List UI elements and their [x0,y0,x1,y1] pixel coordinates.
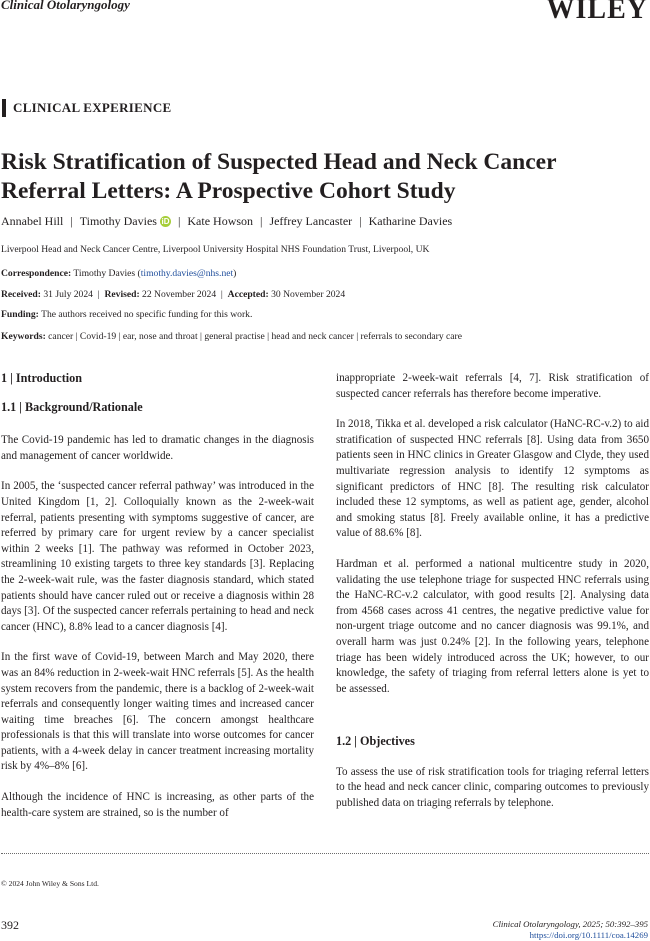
funding-label: Funding: [1,309,39,320]
funding-text: The authors received no specific funding for this work. [41,309,253,320]
paragraph: Hardman et al. performed a national multicentre study in 2020, validating the use telephone triage for suspected HNC referrals using the HaNC-RC-v.2 calculator, with good results [2]. Analysing data from 4568 cases across 41 centres, the negative predictive value for non-urgent triage outcome and no cancer diagnosis was 99.1%, and overall harm was just 0.24% [2]. In the following years, telephone triage has been widely introduced across the UK; however, to our knowledge, the safety of triaging from referral letters alone is yet to be assessed. [336,557,649,695]
citation-text: Clinical Otolaryngology, 2025; 50:392–395 [492,919,648,929]
journal-name: Clinical Otolaryngology [1,0,130,12]
accepted-date: 30 November 2024 [271,289,346,300]
paragraph: inappropriate 2-week-wait referrals [4, 7]. Risk stratification of suspected cancer referrals has therefore become imperative. [336,372,649,400]
dates: Received: 31 July 2024 | Revised: 22 November 2024 | Accepted: 30 November 2024 [1,289,346,300]
orcid-icon[interactable]: iD [161,217,170,226]
paragraph: In 2018, Tikka et al. developed a risk calculator (HaNC-RC-v.2) to aid stratification of suspected HNC referrals [8]. Using data from 3650 patients seen in HNC clinics in Greater Glasgow and Clyde, they used multivariate regression analysis to identify 12 symptoms as significant predictors of HNC [8]. The resulting risk calculator included these 12 symptoms, as well as patient age, gender, alcohol and smoking status [8]. Freely available online, it has a predictive value of 88.6% [8]. [336,418,649,540]
revised-date: 22 November 2024 [142,289,217,300]
author-list [1,214,452,229]
author-separator: | [359,214,362,228]
article-title-line1: Risk Stratification of Suspected Head and Neck Cancer [1,149,557,175]
paragraph: Although the incidence of HNC is increasing, as other parts of the health-care system are strained, so is the number of [1,791,314,819]
author-separator: | [177,214,181,228]
left-column [1,371,314,821]
heading-background: 1.1 | Background/Rationale [1,399,143,414]
keywords-text: cancer | Covid-19 | ear, nose and throat | general practise | head and neck cancer | referrals to secondary care [48,331,462,342]
article-title-line2: Referral Letters: A Prospective Cohort Study [1,178,456,204]
funding [1,309,252,320]
heading-introduction: 1 | Introduction [1,371,83,385]
author[interactable]: Katharine Davies [368,214,453,228]
heading-objectives: 1.2 | Objectives [336,734,415,749]
keywords [1,331,462,342]
correspondence-email-link[interactable]: timothy.davies@nhs.net [140,268,234,279]
section-tag [2,99,171,117]
affiliation: Liverpool Head and Neck Cancer Centre, Liverpool University Hospital NHS Foundation Trust, Liverpool, UK [1,244,430,255]
doi-link[interactable]: https://doi.org/10.1111/coa.14269 [529,930,648,940]
received-date: 31 July 2024 [43,289,93,300]
article-title [1,148,641,206]
correspondence-name: Timothy Davies [73,268,136,279]
publisher-logo: WILEY [546,0,648,25]
section-tag-bar [2,99,6,117]
paragraph: To assess the use of risk stratification tools for triaging referral letters to the head and neck cancer clinic, comparing outcomes to previously published data on triaging referrals by telephone. [336,765,649,810]
keywords-label: Keywords: [1,331,46,342]
revised-label: Revised: [104,289,140,300]
correspondence-label: Correspondence: [1,268,72,279]
author[interactable]: Annabel Hill [1,214,64,228]
author[interactable]: Jeffrey Lancaster [269,214,353,228]
footer-divider [1,853,649,854]
author[interactable]: Timothy Davies [79,214,157,228]
accepted-label: Accepted: [227,289,269,300]
paragraph: In 2005, the ‘suspected cancer referral pathway’ was introduced in the United Kingdom [1, 2]. Colloquially known as the 2-week-wait referral, patients presenting with symptoms suggestive of cancer, are referred by primary care for urgent review by a cancer specialist within 2 weeks [1]. The pathway was reformed in October 2023, streamlining 10 existing targets to three key standards [3]. Replacing the 2-week-wait rule, was the faster diagnosis standard, which stated patients should have cancer ruled out or receive a diagnosis within 28 days [3]. Of the suspected cancer referrals pertaining to head and neck cancer (HNC), 8.8% lead to a cancer diagnosis [4]. [1,480,314,633]
paragraph: In the first wave of Covid-19, between March and May 2020, there was an 84% reduction in 2-week-wait HNC referrals [5]. As the health system recovers from the pandemic, there is a backlog of 2-week-wait referrals and consequently longer waiting times and increased cancer waiting time breaches [6]. The concern amongst healthcare professionals is that this will translate into worse outcomes for cancer patients, with a 4-week delay in cancer treatment increasing mortality risk by 4%–8% [6]. [1,651,314,773]
paragraph: The Covid-19 pandemic has led to dramatic changes in the diagnosis and management of cancer worldwide. [1,434,314,462]
right-column [336,371,649,812]
correspondence: Correspondence: Timothy Davies (timothy.davies@nhs.net) [1,268,237,279]
section-tag-label: CLINICAL EXPERIENCE [13,100,172,115]
page-number: 392 [1,918,19,932]
citation [493,919,648,941]
author-separator: | [260,214,263,228]
author-separator: | [70,214,73,228]
received-label: Received: [1,289,41,300]
copyright: © 2024 John Wiley & Sons Ltd. [1,879,99,888]
author[interactable]: Kate Howson [187,214,254,228]
